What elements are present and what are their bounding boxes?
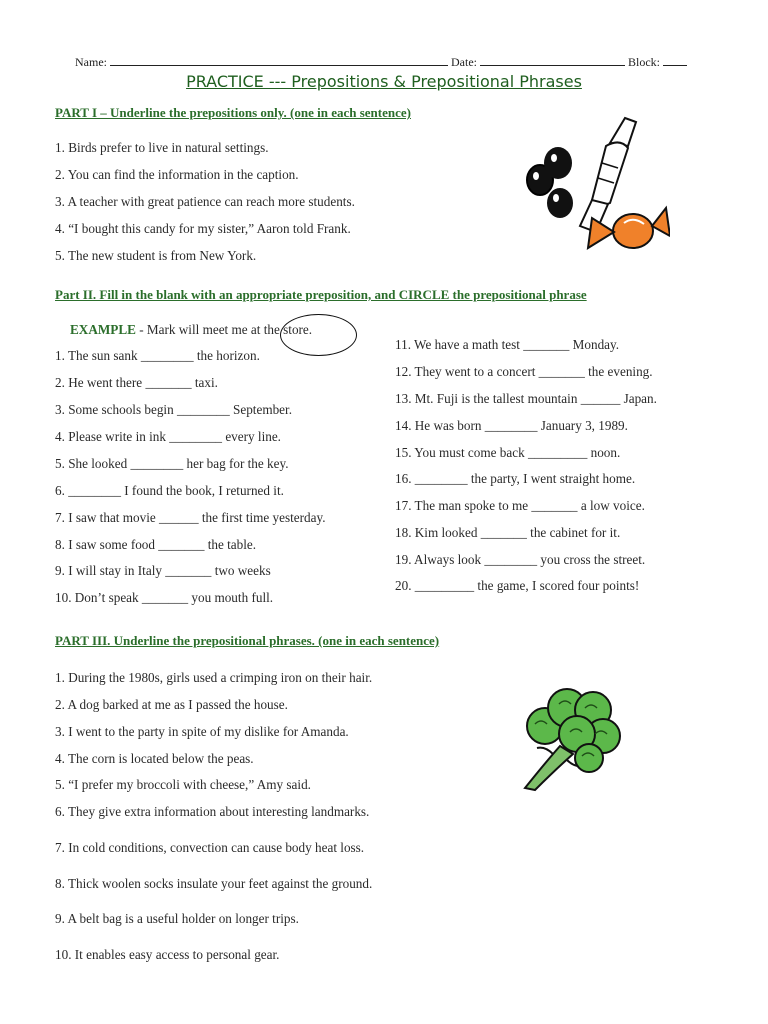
example-circle (280, 314, 357, 356)
part2-item: 3. Some schools begin ________ September. (55, 402, 292, 417)
part1-heading: PART I – Underline the prepositions only. (one in each sentence) (55, 105, 411, 120)
part3-item: 10. It enables easy access to personal gear. (55, 947, 280, 962)
part3-heading: PART III. Underline the prepositional phrases. (one in each sentence) (55, 633, 440, 648)
date-field[interactable] (480, 55, 625, 66)
part2-item: 1. The sun sank ________ the horizon. (55, 348, 260, 363)
part1-item: 3. A teacher with great patience can reach more students. (55, 194, 355, 209)
page-title: PRACTICE --- Prepositions & Prepositional Phrases (186, 72, 582, 91)
part2-item: 2. He went there _______ taxi. (55, 375, 218, 390)
name-field[interactable] (110, 55, 448, 66)
part3-item: 5. “I prefer my broccoli with cheese,” Amy said. (55, 777, 311, 792)
part3-item: 6. They give extra information about interesting landmarks. (55, 804, 370, 819)
part1-item: 4. “I bought this candy for my sister,” Aaron told Frank. (55, 221, 351, 236)
name-label: Name: (75, 55, 107, 69)
part2-heading: Part II. Fill in the blank with an appropriate preposition, and CIRCLE the prepositional phrase (55, 287, 587, 302)
part2-item: 6. ________ I found the book, I returned it. (55, 483, 284, 498)
part2-item: 16. ________ the party, I went straight home. (395, 471, 636, 486)
part3-item: 4. The corn is located below the peas. (55, 751, 254, 766)
part1-item: 5. The new student is from New York. (55, 248, 257, 263)
part1-item: 2. You can find the information in the caption. (55, 167, 299, 182)
part2-item: 13. Mt. Fuji is the tallest mountain ______ Japan. (395, 391, 657, 406)
part2-item: 17. The man spoke to me _______ a low voice. (395, 498, 645, 513)
date-label: Date: (451, 55, 477, 69)
block-field[interactable] (663, 55, 687, 66)
part2-item: 5. She looked ________ her bag for the key. (55, 456, 289, 471)
part2-item: 4. Please write in ink ________ every line. (55, 429, 281, 444)
part2-item: 11. We have a math test _______ Monday. (395, 337, 620, 352)
part3-item: 3. I went to the party in spite of my dislike for Amanda. (55, 724, 349, 739)
example-text: - Mark will meet me at the store. (139, 322, 313, 337)
part3-item: 7. In cold conditions, convection can cause body heat loss. (55, 840, 365, 855)
worksheet-header (75, 55, 715, 70)
part3-item: 9. A belt bag is a useful holder on longer trips. (55, 911, 299, 926)
part3-item: 1. During the 1980s, girls used a crimping iron on their hair. (55, 670, 373, 685)
candy-icon (510, 108, 670, 268)
part2-item: 8. I saw some food _______ the table. (55, 537, 257, 552)
part1-item: 1. Birds prefer to live in natural settings. (55, 140, 269, 155)
part2-item: 10. Don’t speak _______ you mouth full. (55, 590, 274, 605)
part3-item: 2. A dog barked at me as I passed the house. (55, 697, 288, 712)
part2-item: 19. Always look ________ you cross the street. (395, 552, 646, 567)
example-line (70, 322, 312, 338)
example-label: EXAMPLE (70, 322, 136, 337)
part3-item: 8. Thick woolen socks insulate your feet against the ground. (55, 876, 373, 891)
block-label: Block: (628, 55, 660, 69)
broccoli-icon (515, 688, 625, 793)
part2-item: 7. I saw that movie ______ the first time yesterday. (55, 510, 326, 525)
part2-item: 12. They went to a concert _______ the evening. (395, 364, 653, 379)
part2-item: 9. I will stay in Italy _______ two weeks (55, 563, 271, 578)
part2-item: 15. You must come back _________ noon. (395, 445, 621, 460)
part2-item: 14. He was born ________ January 3, 1989. (395, 418, 628, 433)
part2-item: 20. _________ the game, I scored four points! (395, 578, 640, 593)
part2-item: 18. Kim looked _______ the cabinet for it. (395, 525, 621, 540)
